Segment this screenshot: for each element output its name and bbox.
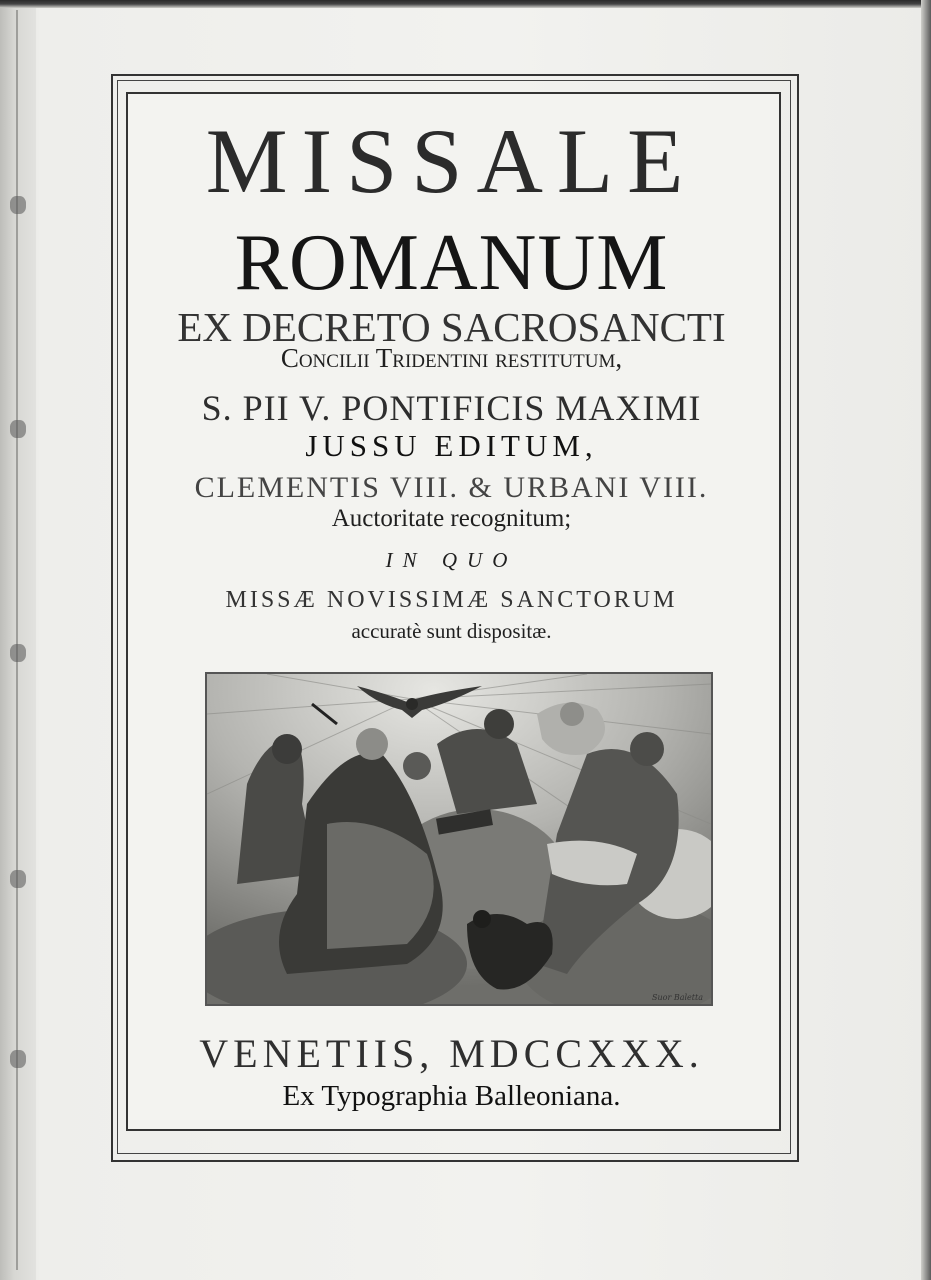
binding-stitch [10,644,26,662]
subtitle-clementis-urbani: CLEMENTIS VIII. & URBANI VIII. [194,471,709,504]
page-top-edge [0,0,931,8]
subtitle-jussu-editum: JUSSU EDITUM, [305,428,598,463]
title-romanum: ROMANUM [234,219,669,307]
four-evangelists-engraving [205,672,713,1006]
page-right-edge [921,0,931,1280]
subtitle-auctoritate: Auctoritate recognitum; [331,505,572,532]
binding-stitch [10,196,26,214]
subtitle-ex-decreto: EX DECRETO SACROSANCTI [177,304,726,350]
subtitle-concilii: Concilii Tridentini restitutum, [280,343,623,373]
subtitle-in-quo: IN QUO [385,548,518,572]
subtitle-pius-v: S. PII V. PONTIFICIS MAXIMI [201,388,702,428]
imprint-place-date: VENETIIS, MDCCXXX. [199,1031,704,1076]
engraver-signature: Suor Baletta [652,993,703,1002]
book-spine [0,0,36,1280]
imprint-printer: Ex Typographia Balleoniana. [282,1080,621,1112]
engraving-illustration [207,674,711,1004]
subtitle-accurate: accuratè sunt dispositæ. [351,619,552,643]
subtitle-missae-novissimae: MISSÆ NOVISSIMÆ SANCTORUM [225,587,678,613]
binding-stitch [10,1050,26,1068]
title-missale: MISSALE [205,110,698,212]
binding-stitch [10,420,26,438]
binding-stitch [10,870,26,888]
